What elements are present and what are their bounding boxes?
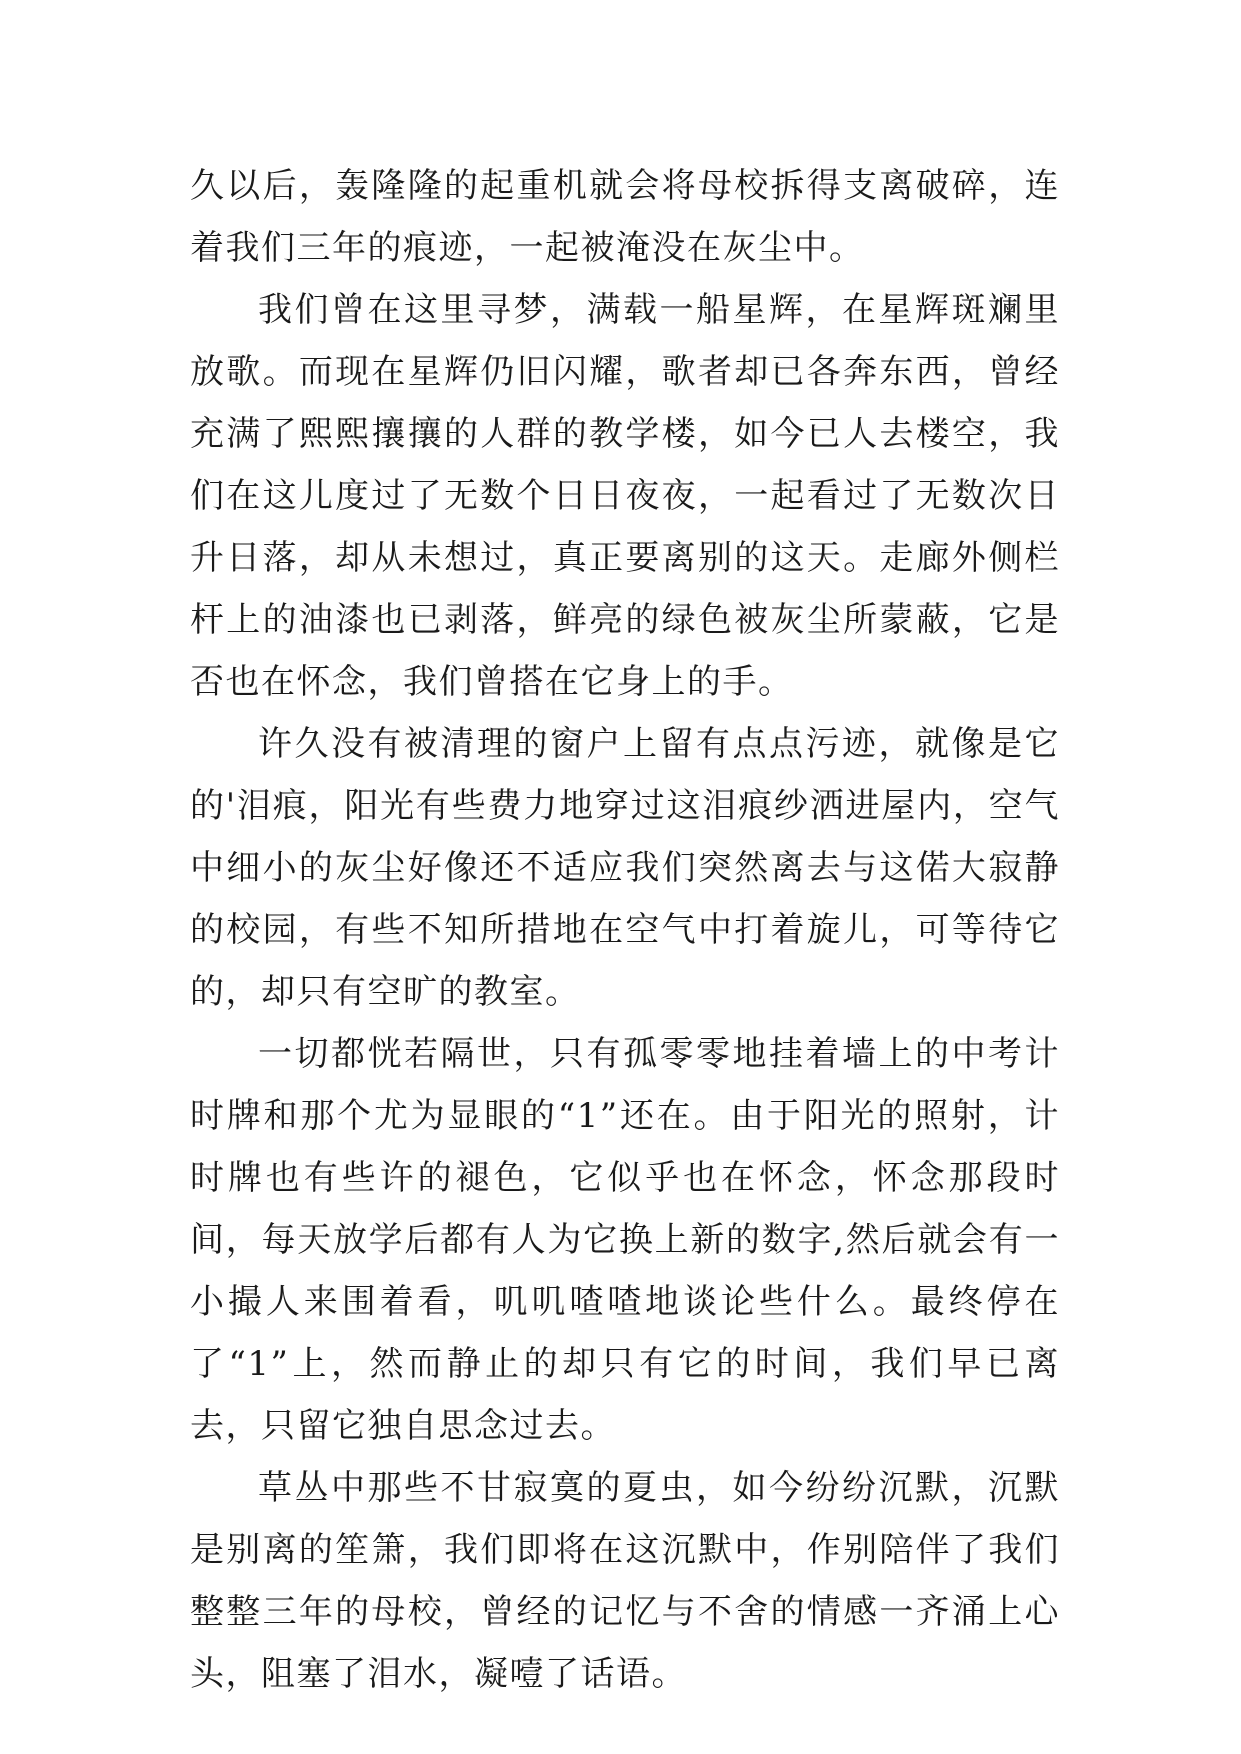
paragraph-continuation: 久以后，轰隆隆的起重机就会将母校拆得支离破碎，连着我们三年的痕迹，一起被淹没在灰尘中。 [190, 166, 1060, 268]
body-text [190, 155, 1060, 1705]
paragraph: 一切都恍若隔世，只有孤零零地挂着墙上的中考计时牌和那个尤为显眼的“1”还在。由于阳光的照射，计时牌也有些许的褪色，它似乎也在怀念，怀念那段时间，每天放学后都有人为它换上新的数字,然后就会有一小撮人来围着看，叽叽喳喳地谈论些什么。最终停在了“1”上，然而静止的却只有它的时间，我们早已离去，只留它独自思念过去。 [190, 1034, 1060, 1446]
paragraph: 我们曾在这里寻梦，满载一船星辉，在星辉斑斓里放歌。而现在星辉仍旧闪耀，歌者却已各奔东西，曾经充满了熙熙攘攘的人群的教学楼，如今已人去楼空，我们在这儿度过了无数个日日夜夜，一起看过了无数次日升日落，却从未想过，真正要离别的这天。走廊外侧栏杆上的油漆也已剥落，鲜亮的绿色被灰尘所蒙蔽，它是否也在怀念，我们曾搭在它身上的手。 [190, 290, 1060, 702]
paragraph: 草丛中那些不甘寂寞的夏虫，如今纷纷沉默，沉默是别离的笙箫，我们即将在这沉默中，作别陪伴了我们整整三年的母校，曾经的记忆与不舍的情感一齐涌上心头，阻塞了泪水，凝噎了话语。 [190, 1468, 1060, 1694]
paragraph: 许久没有被清理的窗户上留有点点污迹，就像是它的'泪痕，阳光有些费力地穿过这泪痕纱洒进屋内，空气中细小的灰尘好像还不适应我们突然离去与这偌大寂静的校园，有些不知所措地在空气中打着旋儿，可等待它的，却只有空旷的教室。 [190, 724, 1060, 1012]
